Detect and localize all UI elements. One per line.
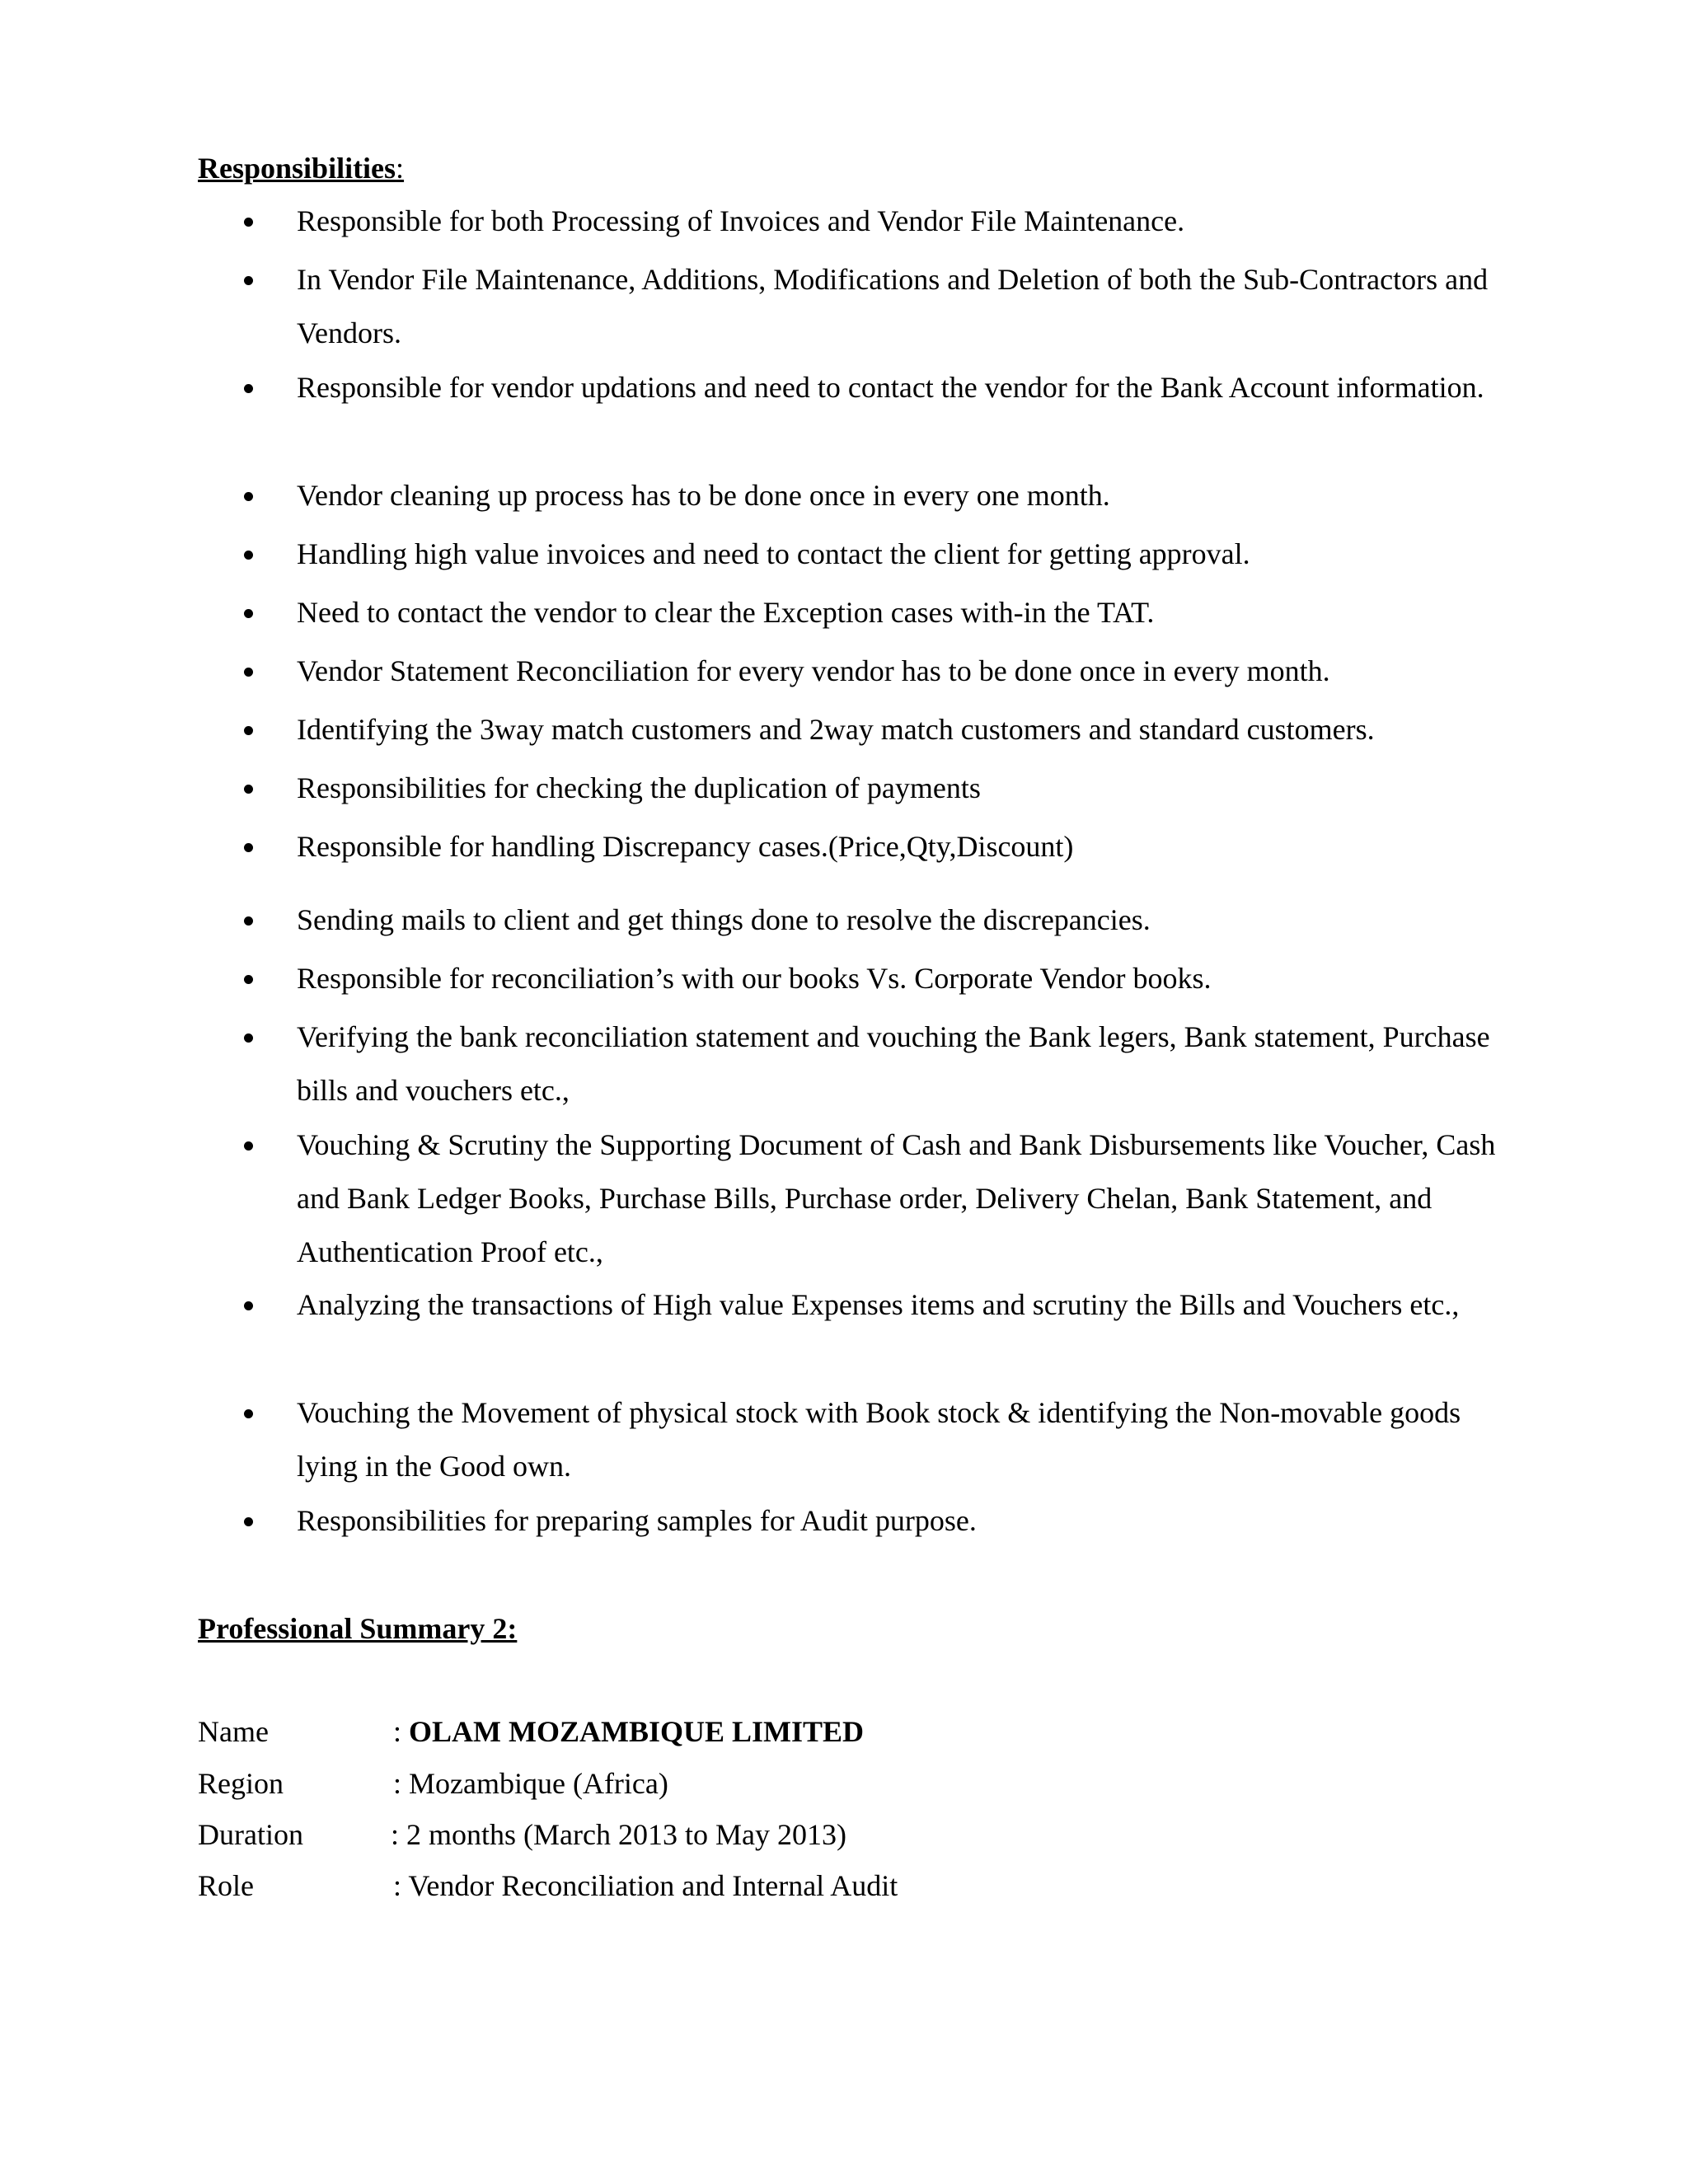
bullet-icon — [244, 1409, 253, 1418]
bullet-icon — [244, 384, 253, 393]
region-value: : Mozambique (Africa) — [393, 1767, 668, 1800]
duration-label: Duration — [198, 1818, 303, 1851]
list-item-text: Responsible for both Processing of Invoices and Vendor File Maintenance. — [297, 204, 1185, 237]
list-item-text: Responsibilities for checking the duplication of payments — [297, 771, 981, 804]
bullet-icon — [244, 551, 253, 560]
bullet-icon — [244, 975, 253, 984]
name-label: Name — [198, 1715, 269, 1748]
role-label: Role — [198, 1869, 254, 1902]
responsibilities-heading — [198, 153, 404, 183]
professional-summary-heading: Professional Summary 2: — [198, 1612, 518, 1645]
list-item-text: Need to contact the vendor to clear the Exception cases with-in the TAT. — [297, 596, 1155, 629]
list-item-text: Handling high value invoices and need to contact the client for getting approval. — [297, 537, 1250, 570]
list-item-text: Vouching the Movement of physical stock with Book stock & identifying the Non-movable goods lying in the Good own. — [297, 1396, 1469, 1483]
bullet-icon — [244, 726, 253, 735]
responsibilities-heading-colon: : — [396, 152, 405, 185]
role-value: : Vendor Reconciliation and Internal Audit — [393, 1869, 898, 1902]
bullet-icon — [244, 1033, 253, 1043]
responsibilities-heading-text: Responsibilities — [198, 152, 396, 185]
list-item-text: Vendor cleaning up process has to be done once in every one month. — [297, 479, 1110, 512]
list-item-text: Responsible for reconciliation’s with our books Vs. Corporate Vendor books. — [297, 962, 1212, 995]
bullet-icon — [244, 668, 253, 677]
bullet-icon — [244, 276, 253, 285]
bullet-icon — [244, 1141, 253, 1151]
duration-value: : 2 months (March 2013 to May 2013) — [391, 1818, 846, 1851]
list-item-text: Analyzing the transactions of High value Expenses items and scrutiny the Bills and Vouchers etc., — [297, 1288, 1460, 1321]
list-item-text: Vouching & Scrutiny the Supporting Document of Cash and Bank Disbursements like Voucher, Cash and Bank Ledger Books, Purchase Bills, Purchase order, Delivery Chelan, Bank Statement, and Authentication Proof etc., — [297, 1128, 1503, 1268]
bullet-icon — [244, 843, 253, 852]
bullet-icon — [244, 609, 253, 618]
bullet-icon — [244, 492, 253, 501]
bullet-icon — [244, 916, 253, 926]
name-value-prefix: : — [393, 1715, 410, 1748]
company-name: OLAM MOZAMBIQUE LIMITED — [409, 1715, 865, 1748]
list-item-text: Responsible for vendor updations and need to contact the vendor for the Bank Account information. — [297, 371, 1484, 404]
list-item-text: Vendor Statement Reconciliation for every vendor has to be done once in every month. — [297, 654, 1330, 687]
list-item-text: Responsibilities for preparing samples for Audit purpose. — [297, 1504, 977, 1537]
bullet-icon — [244, 1301, 253, 1310]
bullet-icon — [244, 1517, 253, 1526]
list-item-text: Sending mails to client and get things done to resolve the discrepancies. — [297, 903, 1151, 936]
bullet-icon — [244, 218, 253, 227]
region-label: Region — [198, 1767, 284, 1800]
name-value — [393, 1717, 864, 1746]
list-item-text: Responsible for handling Discrepancy cases.(Price,Qty,Discount) — [297, 830, 1074, 863]
bullet-icon — [244, 785, 253, 794]
list-item-text: Verifying the bank reconciliation statement and vouching the Bank legers, Bank statement, Purchase bills and vouchers etc., — [297, 1020, 1498, 1107]
list-item-text: Identifying the 3way match customers and 2way match customers and standard customers. — [297, 713, 1375, 746]
list-item-text: In Vendor File Maintenance, Additions, Modifications and Deletion of both the Sub-Contractors and Vendors. — [297, 263, 1495, 349]
